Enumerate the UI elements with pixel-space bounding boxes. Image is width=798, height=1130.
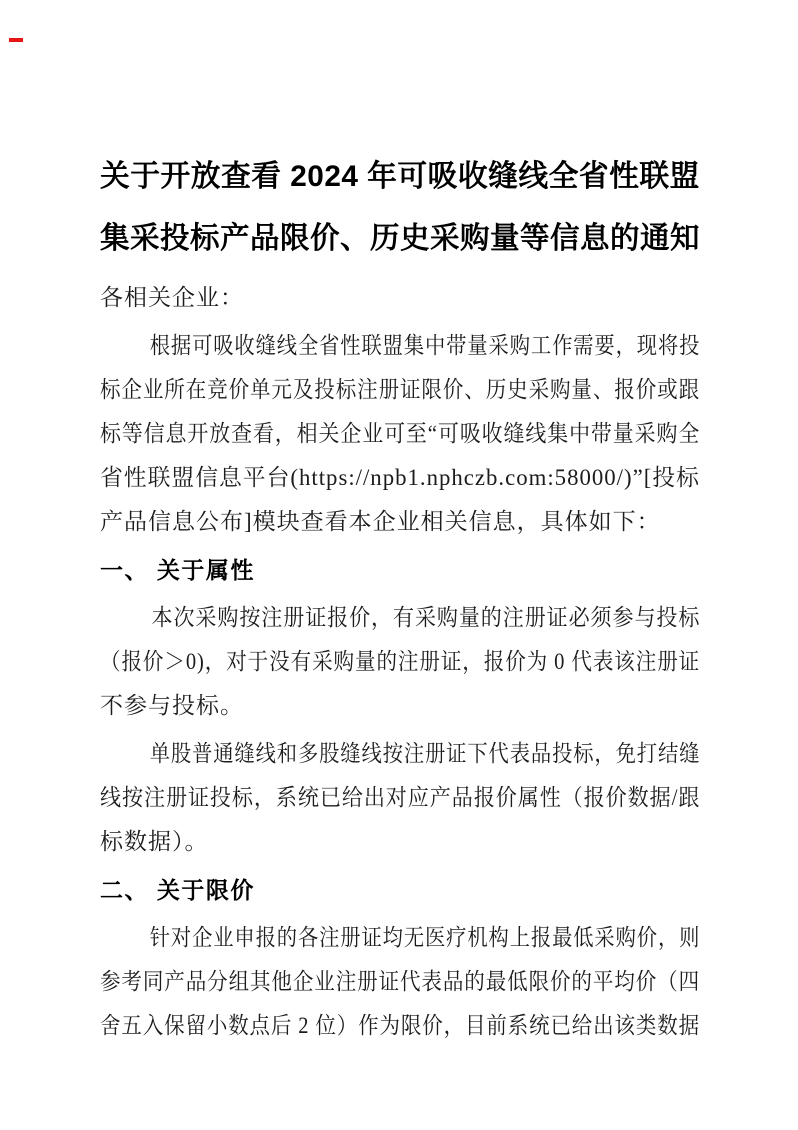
document-title-line-2: 集采投标产品限价、历史采购量等信息的通知 [100, 222, 700, 255]
salutation: 各相关企业： [100, 285, 244, 310]
document-title-line-1: 关于开放查看 2024 年可吸收缝线全省性联盟 [100, 160, 700, 193]
intro-paragraph [100, 324, 700, 544]
section-2-heading: 二、 关于限价 [100, 877, 255, 903]
document-content [100, 146, 700, 1052]
text-line: 标数据）。 [100, 829, 209, 854]
text-line: 本次采购按注册证报价，有采购量的注册证必须参与投标 [151, 605, 701, 630]
section-1-heading: 一、 关于属性 [100, 557, 255, 583]
red-corner-mark [9, 38, 23, 42]
text-line: 根据可吸收缝线全省性联盟集中带量采购工作需要，现将投 [149, 333, 701, 358]
text-line: 针对企业申报的各注册证均无医疗机构上报最低采购价，则 [149, 925, 701, 950]
text-line: 参考同产品分组其他企业注册证代表品的最低限价的平均价（四 [100, 969, 700, 994]
text-line: 标等信息开放查看，相关企业可至“可吸收缝线集中带量采购全 [100, 421, 701, 446]
text-line: 线按注册证投标，系统已给出对应产品报价属性（报价数据/跟 [100, 785, 701, 810]
section-2-paragraph-1 [100, 916, 700, 1048]
text-line: 省性联盟信息平台(https://npb1.nphczb.com:58000/)”[投标 [100, 465, 700, 490]
text-line: 标企业所在竞价单元及投标注册证限价、历史采购量、报价或跟 [100, 377, 700, 402]
section-1-paragraph-1 [100, 596, 700, 728]
text-line: 单股普通缝线和多股缝线按注册证下代表品投标，免打结缝 [149, 741, 701, 766]
text-line: （报价＞0)，对于没有采购量的注册证，报价为 0 代表该注册证 [100, 649, 701, 674]
text-line: 产品信息公布]模块查看本企业相关信息，具体如下： [100, 509, 661, 534]
section-1-paragraph-2 [100, 732, 700, 864]
text-line: 不参与投标。 [100, 693, 244, 718]
text-line: 舍五入保留小数点后 2 位）作为限价，目前系统已给出该类数据 [100, 1013, 700, 1038]
